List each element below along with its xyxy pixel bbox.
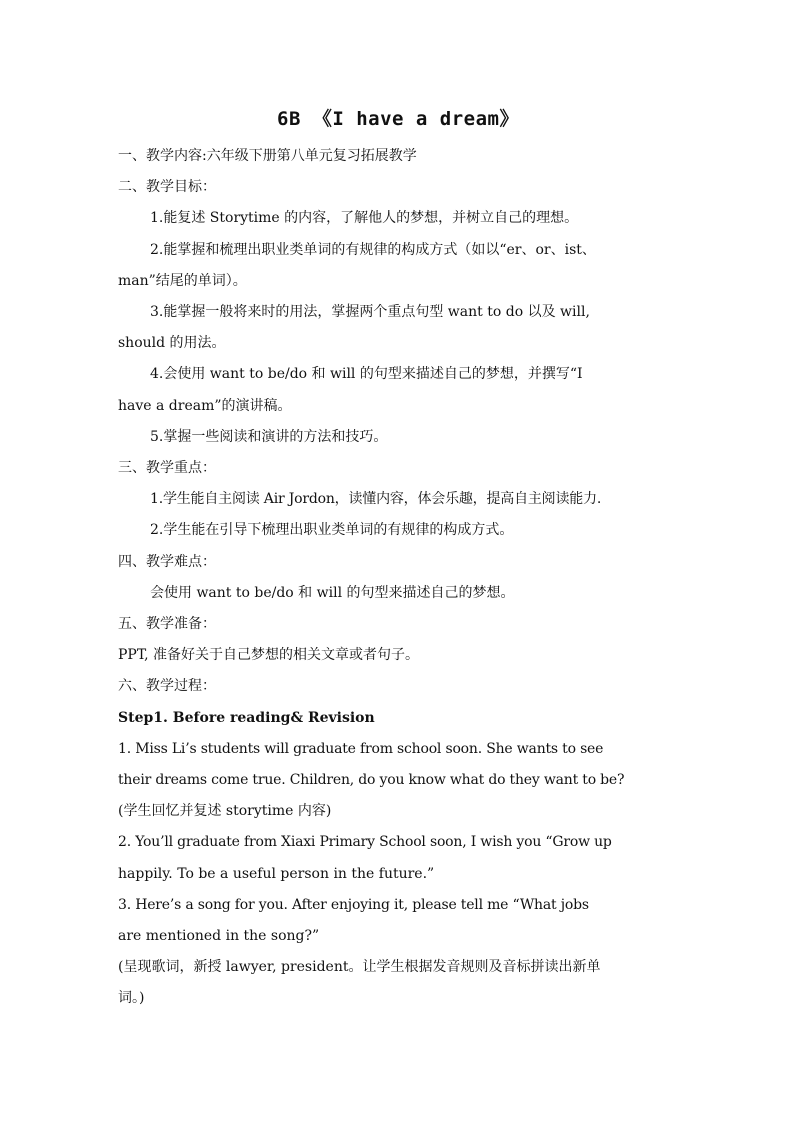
step1-heading: Step1. Before reading& Revision	[118, 709, 375, 726]
step1-line: 2. You’ll graduate from Xiaxi Primary School soon, I wish you “Grow up	[118, 834, 612, 851]
preparation-line: PPT, 准备好关于自己梦想的相关文章或者句子。	[118, 647, 420, 664]
goal-line: 3.能掌握一般将来时的用法，掌握两个重点句型 want to do 以及 will,	[150, 304, 590, 321]
step1-line: 词。)	[118, 990, 145, 1007]
goal-line: have a dream”的演讲稿。	[118, 397, 292, 414]
step1-line: happily. To be a useful person in the future.”	[118, 865, 435, 882]
goals-heading: 二、教学目标：	[118, 179, 216, 196]
process-heading: 六、教学过程：	[118, 678, 216, 695]
goal-line: should 的用法。	[118, 335, 226, 352]
difficulty-line: 会使用 want to be/do 和 will 的句型来描述自己的梦想。	[150, 584, 515, 601]
goal-line: 5.掌握一些阅读和演讲的方法和技巧。	[150, 428, 388, 445]
step1-line: (呈现歌词，新授 lawyer, president。让学生根据发音规则及音标拼读出新单	[118, 959, 601, 976]
goal-line: 2.能掌握和梳理出职业类单词的有规律的构成方式（如以“er、or、ist、	[150, 241, 596, 258]
difficulties-heading: 四、教学难点：	[118, 553, 216, 570]
goal-line: 4.会使用 want to be/do 和 will 的句型来描述自己的梦想，并撰写“I	[150, 366, 583, 383]
document-page	[118, 100, 678, 1015]
step1-line: (学生回忆并复述 storytime 内容)	[118, 803, 332, 820]
step1-line: 3. Here’s a song for you. After enjoying it, please tell me “What jobs	[118, 896, 589, 913]
keypoints-heading: 三、教学重点：	[118, 460, 216, 477]
preparation-heading: 五、教学准备：	[118, 616, 216, 633]
keypoint-line: 2.学生能在引导下梳理出职业类单词的有规律的构成方式。	[150, 522, 514, 539]
step1-line: are mentioned in the song?”	[118, 928, 320, 945]
step1-line: their dreams come true. Children, do you know what do they want to be?	[118, 772, 625, 789]
goal-line: man”结尾的单词）。	[118, 272, 247, 289]
keypoint-line: 1.学生能自主阅读 Air Jordon，读懂内容，体会乐趣，提高自主阅读能力.	[150, 491, 602, 508]
document-title: 6B 《I have a dream》	[277, 108, 519, 130]
teaching-content: 一、教学内容:六年级下册第八单元复习拓展教学	[118, 148, 417, 164]
goal-line: 1.能复述 Storytime 的内容，了解他人的梦想，并树立自己的理想。	[150, 210, 579, 227]
step1-line: 1. Miss Li’s students will graduate from school soon. She wants to see	[118, 740, 604, 757]
